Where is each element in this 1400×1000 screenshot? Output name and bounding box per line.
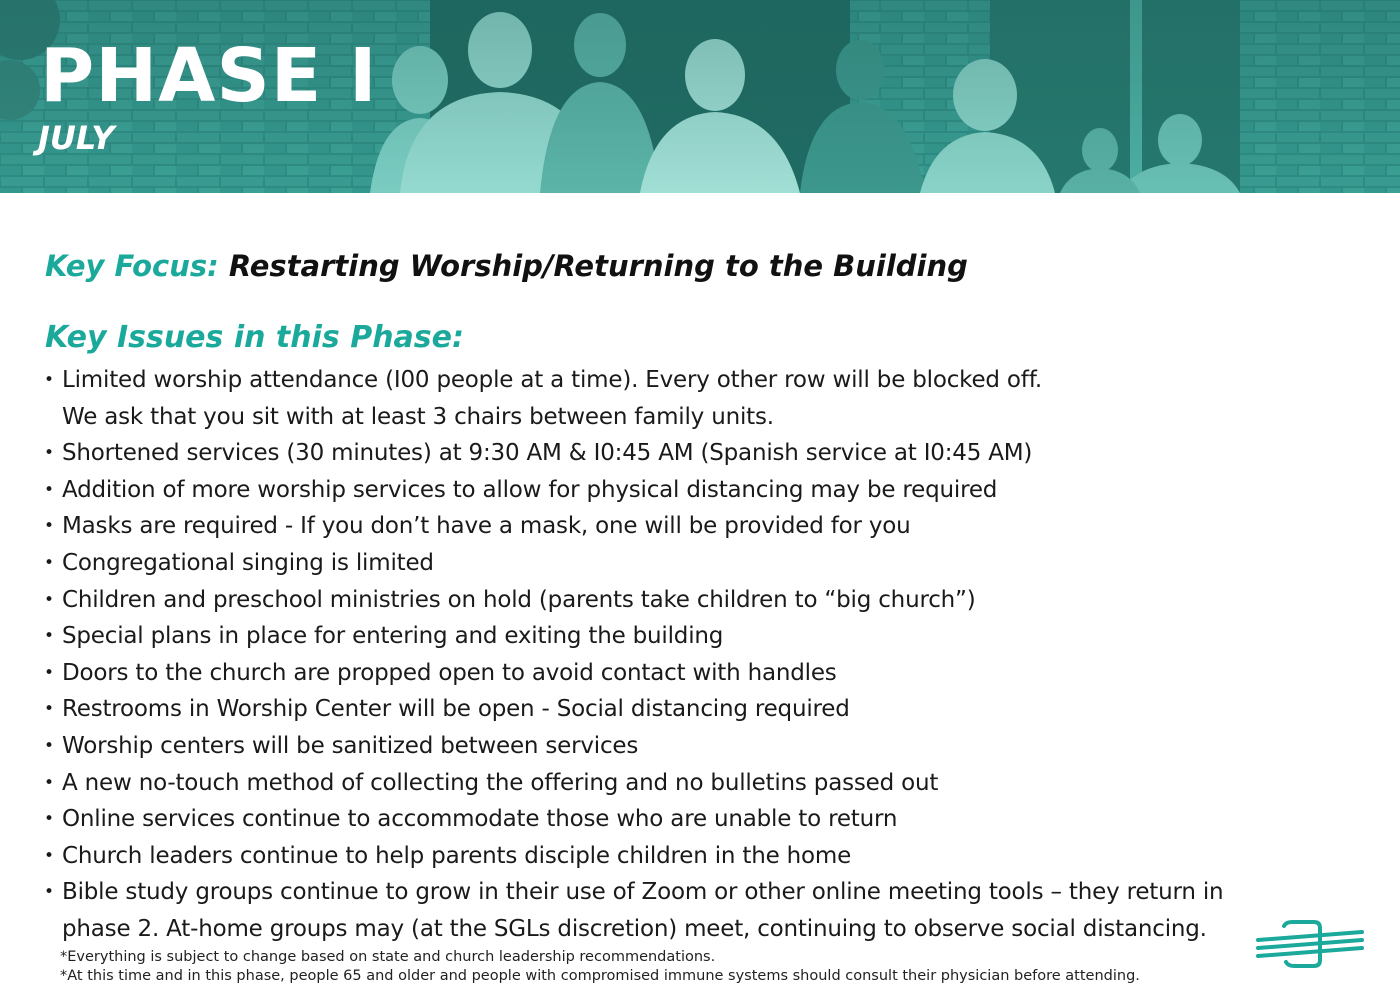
header-banner: [0, 0, 1400, 193]
list-item: [44, 545, 1344, 582]
list-item: [44, 435, 1344, 472]
list-item-line: Special plans in place for entering and exiting the building: [62, 623, 724, 650]
list-item: [44, 838, 1344, 875]
list-item-line: phase 2. At-home groups may (at the SGLs discretion) meet, continuing to observe social distancing.: [62, 915, 1207, 942]
list-item-line: Shortened services (30 minutes) at 9:30 AM & I0:45 AM (Spanish service at I0:45 AM): [62, 440, 1033, 467]
list-item: [44, 362, 1344, 435]
list-item-line: Limited worship attendance (I00 people at a time). Every other row will be blocked off.: [62, 367, 1043, 393]
list-item: [44, 618, 1344, 655]
list-item-line: Addition of more worship services to allow for physical distancing may be required: [62, 476, 998, 503]
phase-month: JULY: [38, 119, 115, 157]
list-item: [44, 691, 1344, 728]
list-item-line: Masks are required - If you don’t have a mask, one will be provided for you: [62, 513, 911, 540]
list-item: [44, 582, 1344, 619]
church-logo-icon: [1254, 918, 1366, 970]
footnotes: [60, 948, 1140, 986]
list-item-line: Bible study groups continue to grow in their use of Zoom or other online meeting tools – they return in: [62, 879, 1224, 906]
list-item-line: Restrooms in Worship Center will be open - Social distancing required: [62, 696, 850, 723]
key-focus-label: Key Focus:: [45, 249, 219, 283]
list-item-line: Church leaders continue to help parents disciple children in the home: [62, 842, 852, 869]
list-item: [44, 874, 1344, 947]
list-item: [44, 472, 1344, 509]
key-focus-text: Restarting Worship/Returning to the Building: [228, 249, 968, 283]
list-item-line: Online services continue to accommodate those who are unable to return: [62, 806, 898, 833]
footnote: *Everything is subject to change based on state and church leadership recommendations.: [60, 949, 716, 965]
key-focus: [45, 245, 968, 287]
list-item-line: We ask that you sit with at least 3 chairs between family units.: [62, 403, 774, 430]
list-item-line: Children and preschool ministries on hold (parents take children to “big church”): [62, 586, 976, 613]
list-item: [44, 801, 1344, 838]
footnote: *At this time and in this phase, people 65 and older and people with compromised immune systems should consult their physician before attending.: [60, 968, 1140, 984]
list-item-line: Doors to the church are propped open to avoid contact with handles: [62, 659, 837, 686]
list-item-line: Worship centers will be sanitized between services: [62, 732, 639, 759]
list-item: [44, 728, 1344, 765]
list-item-line: Congregational singing is limited: [62, 549, 434, 576]
list-item: [44, 508, 1344, 545]
key-issues-list: [44, 362, 1344, 948]
phase-title: PHASE I: [40, 33, 378, 119]
list-item: [44, 765, 1344, 802]
list-item-line: A new no-touch method of collecting the offering and no bulletins passed out: [62, 769, 939, 796]
key-issues-heading: Key Issues in this Phase:: [45, 320, 464, 355]
list-item: [44, 655, 1344, 692]
